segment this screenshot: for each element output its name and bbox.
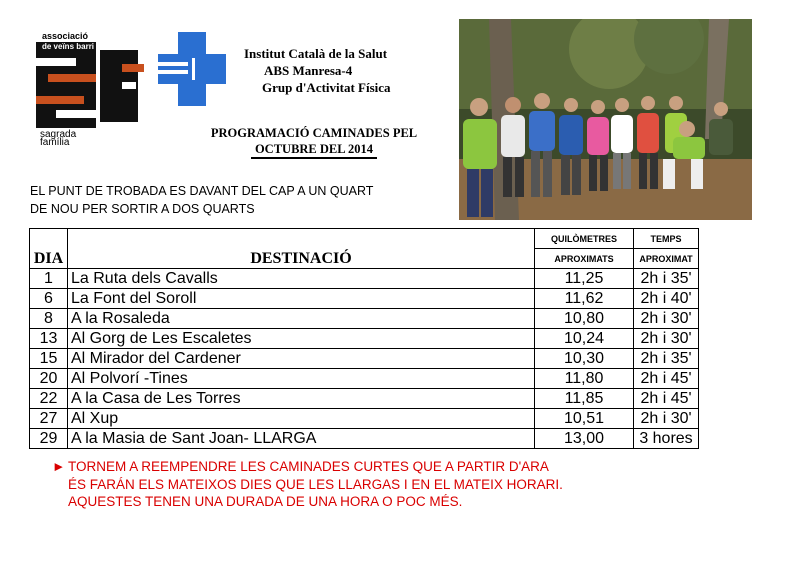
logo-text-4: família: [40, 137, 70, 145]
table-row: [30, 309, 699, 329]
cell-km: 10,80: [535, 309, 634, 329]
cell-destination: A la Masia de Sant Joan- LLARGA: [68, 429, 535, 449]
org-line-2: ABS Manresa-4: [264, 63, 353, 78]
cell-km: 10,24: [535, 329, 634, 349]
cell-destination: Al Mirador del Cardener: [68, 349, 535, 369]
table-row: [30, 429, 699, 449]
notice-line-1: TORNEM A REEMPENDRE LES CAMINADES CURTES QUE A PARTIR D'ARA: [68, 459, 549, 474]
notice-line-2: ÉS FARÁN ELS MATEIXOS DIES QUE LES LLARGAS I EN EL MATEIX HORARI.: [68, 476, 563, 492]
cell-destination: Al Polvorí -Tines: [68, 369, 535, 389]
cell-time: 2h i 45': [634, 389, 699, 409]
cell-destination: A la Rosaleda: [68, 309, 535, 329]
cell-time: 2h i 30': [634, 409, 699, 429]
cell-km: 11,62: [535, 289, 634, 309]
association-logo: [30, 30, 155, 145]
cell-time: 3 hores: [634, 429, 699, 449]
cell-destination: A la Casa de Les Torres: [68, 389, 535, 409]
cell-time: 2h i 35': [634, 349, 699, 369]
arrow-right-icon: ►: [52, 459, 66, 474]
header-day: DIA: [30, 229, 68, 269]
org-line-1: Institut Català de la Salut: [244, 46, 388, 61]
cell-destination: Al Gorg de Les Escaletes: [68, 329, 535, 349]
cell-time: 2h i 30': [634, 309, 699, 329]
cell-day: 1: [30, 269, 68, 289]
cell-day: 13: [30, 329, 68, 349]
table-row: [30, 369, 699, 389]
group-photo: [459, 19, 752, 220]
cell-destination: La Ruta dels Cavalls: [68, 269, 535, 289]
table-row: [30, 409, 699, 429]
table-row: [30, 389, 699, 409]
header-time-1: TEMPS: [634, 229, 699, 249]
table-row: [30, 289, 699, 309]
health-cross-icon: [158, 32, 226, 106]
program-title-line-2: OCTUBRE DEL 2014: [251, 141, 377, 159]
notice: [52, 458, 563, 511]
notice-line-3: AQUESTES TENEN UNA DURADA DE UNA HORA O POC MÉS.: [68, 494, 463, 509]
cell-km: 11,25: [535, 269, 634, 289]
program-title: [190, 125, 438, 159]
schedule-table: [29, 228, 699, 449]
cell-km: 11,85: [535, 389, 634, 409]
meeting-line-2: DE NOU PER SORTIR A DOS QUARTS: [30, 202, 255, 216]
cell-day: 29: [30, 429, 68, 449]
org-line-3: Grup d'Activitat Física: [262, 80, 391, 95]
cell-km: 13,00: [535, 429, 634, 449]
logo-text-3: sagrada: [40, 129, 77, 140]
cell-km: 10,51: [535, 409, 634, 429]
cell-destination: Al Xup: [68, 409, 535, 429]
meeting-point-info: [30, 182, 373, 218]
header-destination: DESTINACIÓ: [68, 229, 535, 269]
table-header-row-1: [30, 229, 699, 249]
cell-day: 8: [30, 309, 68, 329]
organization-info: [244, 45, 391, 96]
table-row: [30, 349, 699, 369]
cell-time: 2h i 35': [634, 269, 699, 289]
meeting-line-1: EL PUNT DE TROBADA ES DAVANT DEL CAP A UN QUART: [30, 184, 374, 198]
logo-initials: sf: [64, 93, 65, 94]
table-row: [30, 329, 699, 349]
cell-km: 11,80: [535, 369, 634, 389]
table-row: [30, 269, 699, 289]
program-title-line-1: PROGRAMACIÓ CAMINADES PEL: [210, 126, 418, 140]
cell-time: 2h i 30': [634, 329, 699, 349]
logo-text-1: associació: [42, 31, 89, 41]
header-time-2: APROXIMAT: [634, 249, 699, 269]
cell-day: 20: [30, 369, 68, 389]
logo-text-2: de veïns barri: [42, 42, 95, 51]
cell-day: 6: [30, 289, 68, 309]
cell-km: 10,30: [535, 349, 634, 369]
cell-day: 27: [30, 409, 68, 429]
cell-day: 15: [30, 349, 68, 369]
header-km-1: QUILÒMETRES: [535, 229, 634, 249]
cell-time: 2h i 40': [634, 289, 699, 309]
header-km-2: APROXIMATS: [535, 249, 634, 269]
cell-destination: La Font del Soroll: [68, 289, 535, 309]
cell-day: 22: [30, 389, 68, 409]
cell-time: 2h i 45': [634, 369, 699, 389]
